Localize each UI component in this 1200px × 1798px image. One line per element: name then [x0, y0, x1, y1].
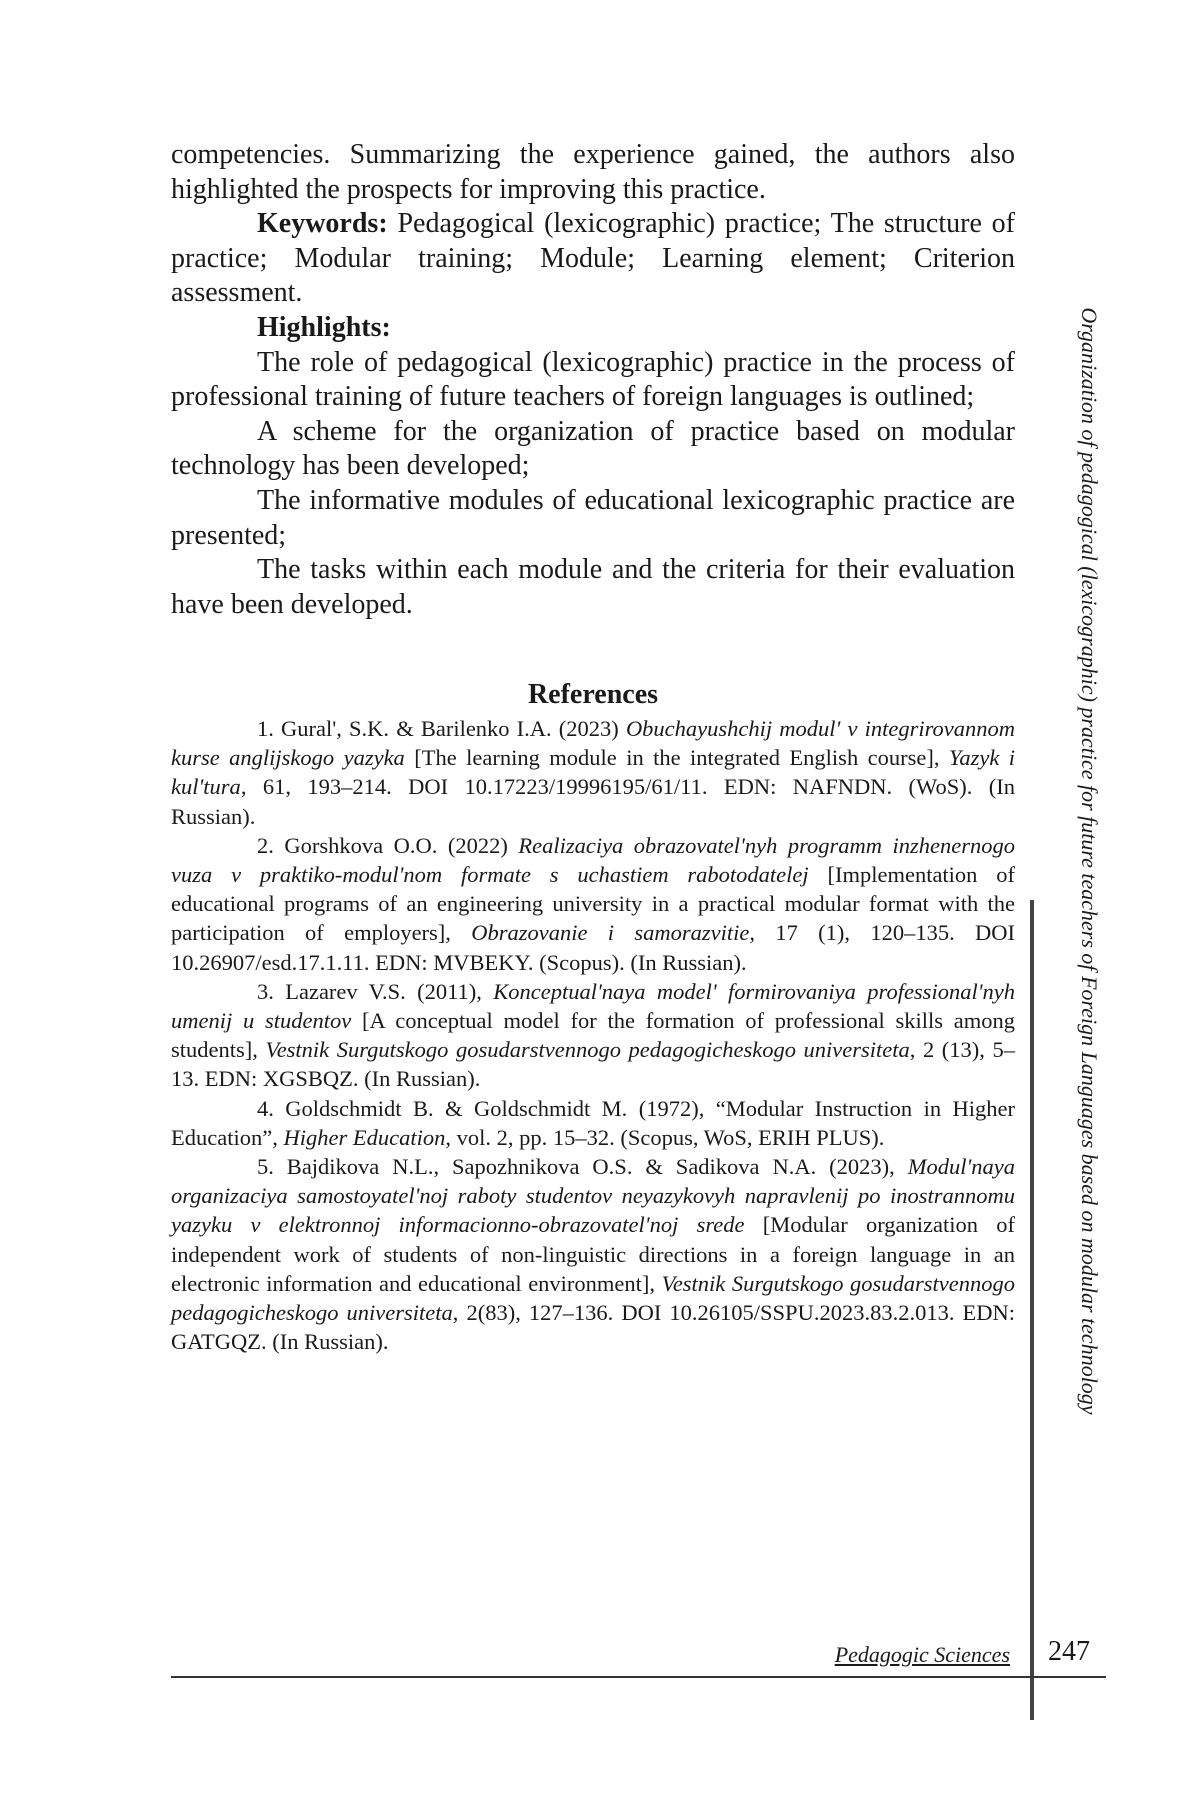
reference-item: 3. Lazarev V.S. (2011), Konceptual'naya model' formirovaniya professional'nyh umenij u studentov [A conceptual model for the formation of professional skills among students], Vestnik Surgutskogo gosudarstvennogo pedagogicheskogo universiteta, 2 (13), 5–13. EDN: XGSBQZ. (In Russian). — [171, 978, 1015, 1092]
running-title: Organization of pedagogical (lexicographic) practice for future teachers of Foreign Languages based on modular technology — [1077, 307, 1102, 1415]
page-number: 247 — [1048, 1636, 1090, 1667]
article-body — [171, 138, 1015, 622]
highlight-item: The role of pedagogical (lexicographic) practice in the process of professional training of future teachers of foreign languages is outlined; — [171, 346, 1015, 413]
highlight-item: The informative modules of educational lexicographic practice are presented; — [171, 484, 1015, 551]
running-title-margin — [1072, 250, 1106, 1472]
intro-paragraph: competencies. Summarizing the experience gained, the authors also highlighted the prospects for improving this practice. — [171, 139, 1015, 205]
margin-rule — [1030, 900, 1034, 1720]
footer-rule — [171, 1676, 1106, 1678]
references-title: References — [527, 679, 659, 710]
references-section — [171, 676, 1015, 1356]
highlights-heading: Highlights: — [257, 311, 391, 343]
reference-item: 1. Gural', S.K. & Barilenko I.A. (2023) Obuchayushchij modul' v integrirovannom kurse anglijskogo yazyka [The learning module in the integrated English course], Yazyk i kul'tura, 61, 193–214. DOI 10.17223/19996195/61/11. EDN: NAFNDN. (WoS). (In Russian). — [171, 716, 1016, 829]
keywords-paragraph — [171, 207, 1015, 311]
reference-item: 2. Gorshkova O.O. (2022) Realizaciya obrazovatel'nyh programm inzhenernogo vuza v praktiko-modul'nom formate s uchastiem rabotodatelej [Implementation of educational programs of an engineering university in a practical modular format with the participation of employers], Obrazovanie i samorazvitie, 17 (1), 120–135. DOI 10.26907/esd.17.1.11. EDN: MVBEKY. (Scopus). (In Russian). — [171, 832, 1015, 975]
highlight-item: The tasks within each module and the criteria for their evaluation have been developed. — [171, 554, 1015, 620]
keywords-text: Pedagogical (lexicographic) practice; The structure of practice; Modular training; Module; Learning element; Criterion assessment. — [171, 208, 1015, 309]
reference-item: 4. Goldschmidt B. & Goldschmidt M. (1972), “Modular Instruction in Higher Education”, Higher Education, vol. 2, pp. 15–32. (Scopus, WoS, ERIH PLUS). — [171, 1095, 1015, 1150]
highlight-item: A scheme for the organization of practice based on modular technology has been developed; — [171, 415, 1015, 482]
footer-section-title: Pedagogic Sciences — [834, 1642, 1010, 1667]
keywords-label: Keywords: — [257, 208, 388, 240]
reference-item: 5. Bajdikova N.L., Sapozhnikova O.S. & Sadikova N.A. (2023), Modul'naya organizaciya samostoyatel'noj raboty studentov neyazykovyh napravlenij po inostrannomu yazyku v elektronnoj informacionno-obrazovatel'noj srede [Modular organization of independent work of students of non-linguistic directions in a foreign language in an electronic information and educational environment], Vestnik Surgutskogo gosudarstvennogo pedagogicheskogo universiteta, 2(83), 127–136. DOI 10.26105/SSPU.2023.83.2.013. EDN: GATGQZ. (In Russian). — [171, 1154, 1016, 1355]
